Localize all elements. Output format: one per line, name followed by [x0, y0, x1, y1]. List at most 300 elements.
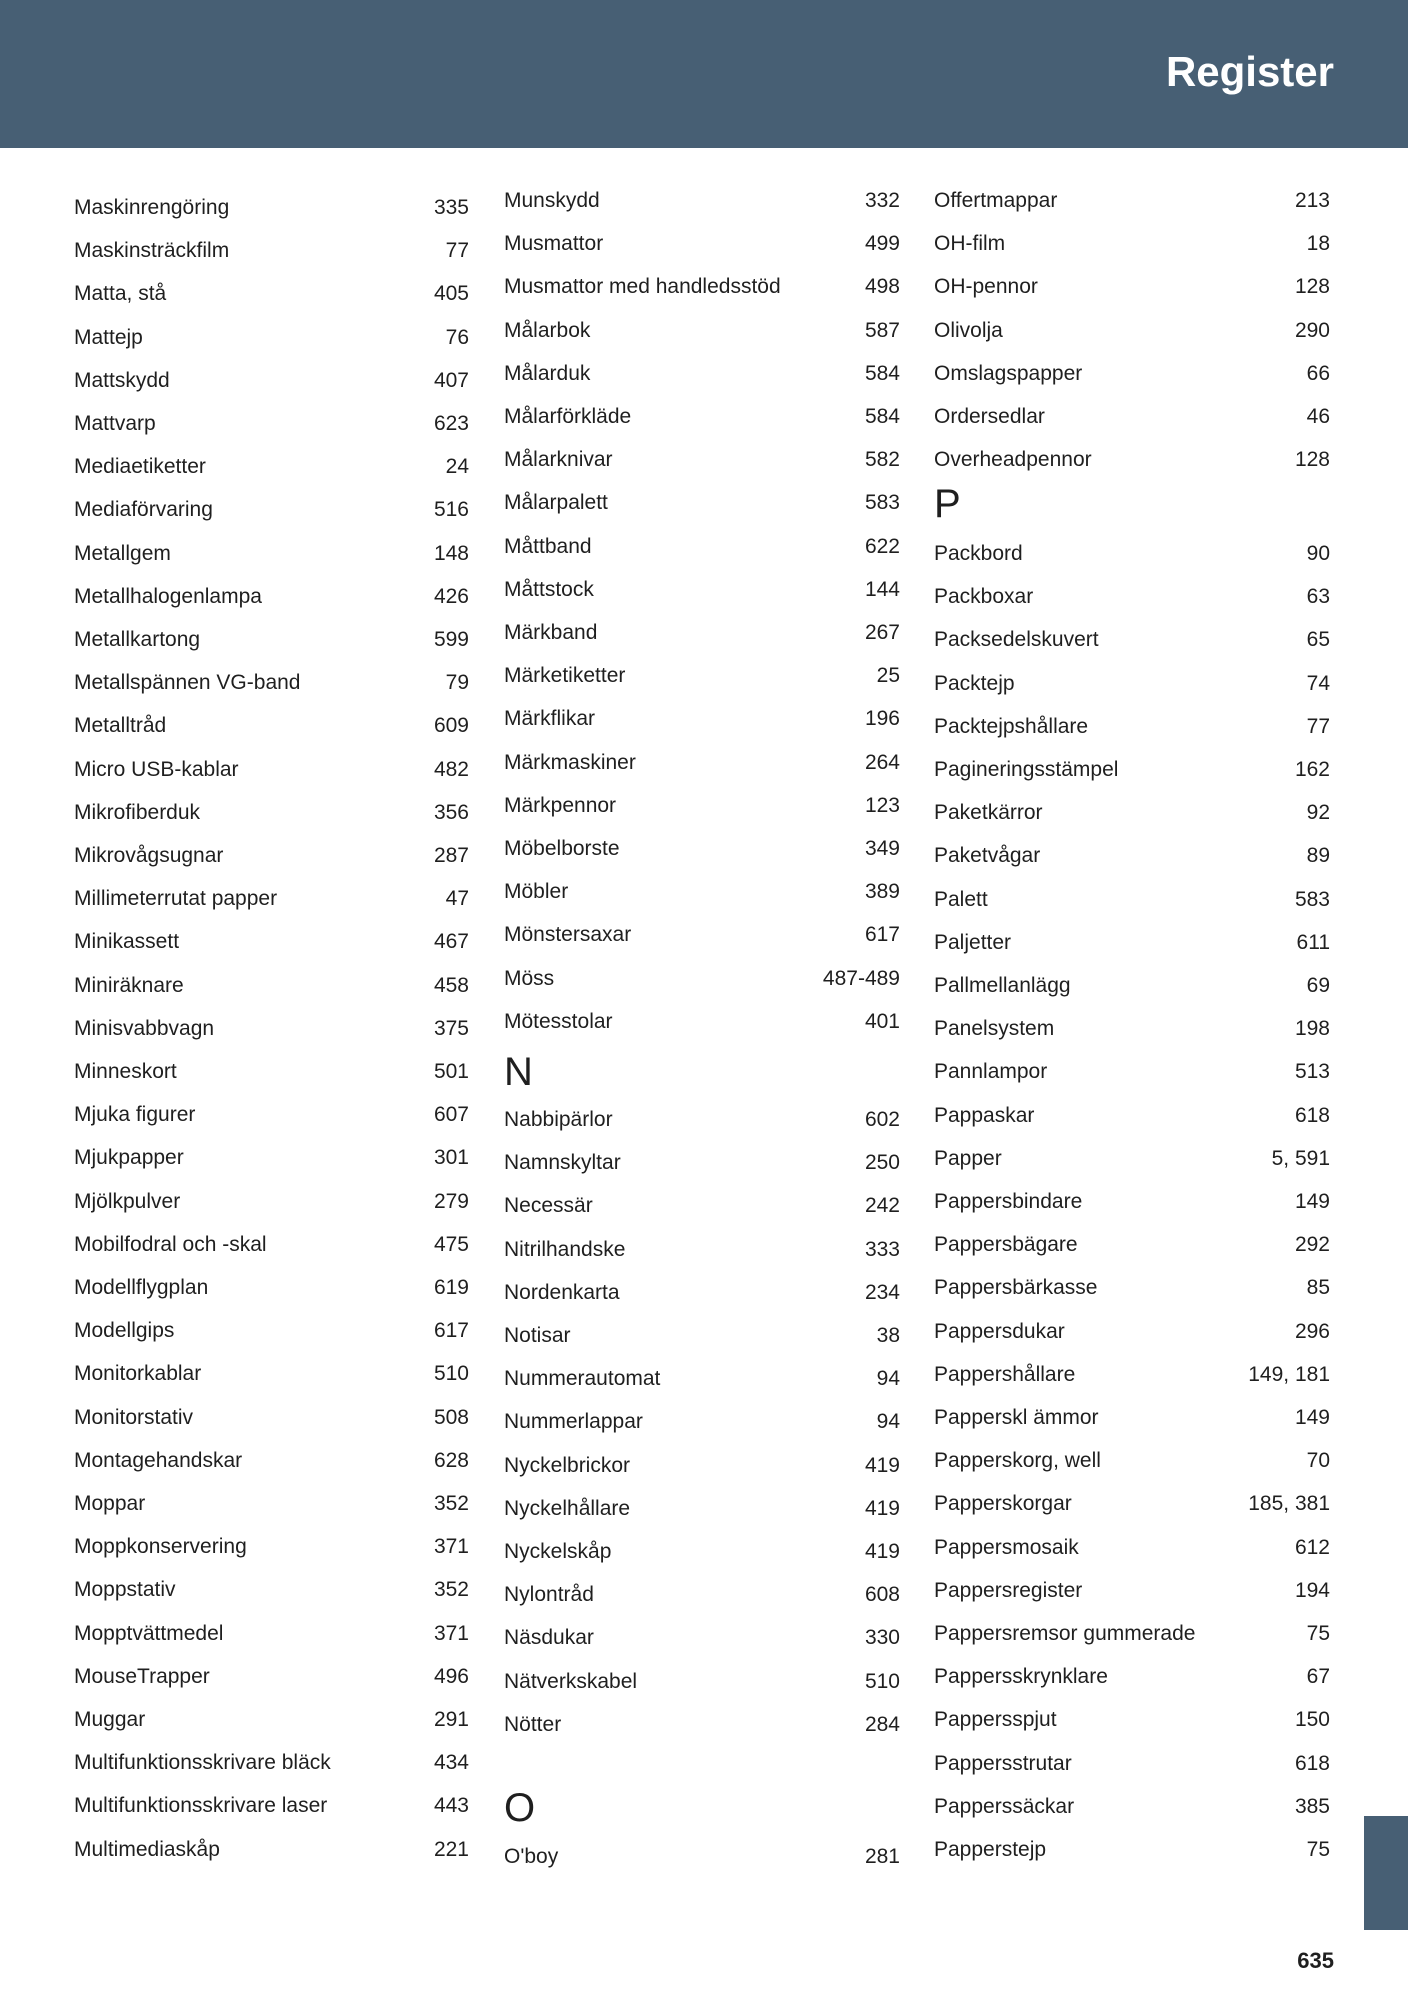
index-page-ref: 475 [433, 1232, 469, 1256]
index-entry [74, 1140, 469, 1176]
index-entry [934, 269, 1330, 305]
index-entry [934, 313, 1330, 349]
index-page-ref: 250 [864, 1151, 900, 1175]
index-entry [934, 1832, 1330, 1868]
index-entry [74, 1572, 469, 1608]
index-term: Nyckelbrickor [504, 1453, 631, 1477]
index-term: Mönstersaxar [504, 923, 632, 947]
index-entry [74, 622, 469, 658]
index-page-ref: 612 [1294, 1535, 1330, 1559]
index-page-ref: 123 [864, 793, 900, 817]
index-page-ref: 89 [1306, 844, 1330, 868]
index-entry [934, 1573, 1330, 1609]
index-entry [934, 1746, 1330, 1782]
index-entry [74, 1832, 469, 1868]
index-page-ref: 609 [433, 714, 469, 738]
index-entry [504, 269, 900, 305]
index-page-ref: 148 [433, 541, 469, 565]
index-entry [504, 831, 900, 867]
index-term: Palett [934, 887, 988, 911]
index-page-ref: 24 [445, 455, 469, 479]
index-term: Pappersregister [934, 1578, 1083, 1602]
index-entry [74, 665, 469, 701]
index-page-ref: 292 [1294, 1233, 1330, 1257]
index-term: Mjölkpulver [74, 1189, 181, 1213]
index-page-ref: 70 [1306, 1449, 1330, 1473]
index-page-ref: 628 [433, 1448, 469, 1472]
index-page-ref: 389 [864, 880, 900, 904]
page-title: Register [1165, 48, 1334, 95]
index-page-ref: 617 [433, 1319, 469, 1343]
index-entry [74, 1486, 469, 1522]
index-page-ref: 623 [433, 412, 469, 435]
index-entry [504, 226, 900, 262]
index-term: Mediaetiketter [74, 455, 206, 479]
index-page-ref: 482 [433, 757, 469, 781]
index-entry [504, 1188, 900, 1224]
index-entry [934, 1141, 1330, 1177]
index-entry [74, 1356, 469, 1392]
index-entry [504, 1664, 900, 1700]
index-term: Muggar [74, 1708, 146, 1731]
index-entry [934, 1011, 1330, 1047]
index-page-ref: 443 [433, 1794, 469, 1818]
index-term: Måttstock [504, 577, 594, 601]
index-entry [934, 1098, 1330, 1134]
index-page-ref: 487-489 [822, 966, 900, 990]
index-entry [74, 1616, 469, 1652]
index-page-ref: 352 [433, 1492, 469, 1515]
index-entry [934, 1616, 1330, 1652]
index-term: Märkpennor [504, 793, 617, 817]
index-page-ref: 196 [864, 707, 900, 731]
index-term: Moppar [74, 1492, 146, 1515]
index-term: Millimeterrutat papper [74, 887, 278, 911]
index-entry [934, 622, 1330, 658]
index-entry [504, 1448, 900, 1484]
page-header [0, 0, 1408, 148]
index-page-ref: 371 [433, 1621, 469, 1645]
page-number: 635 [1297, 1948, 1334, 1973]
index-entry [934, 226, 1330, 262]
index-page-ref: 499 [864, 232, 900, 256]
index-term: Packboxar [934, 585, 1034, 609]
index-page-ref: 144 [864, 577, 900, 601]
index-page-ref: 583 [864, 491, 900, 515]
index-page-ref: 5, 591 [1271, 1146, 1330, 1170]
index-entry [504, 874, 900, 910]
index-page-ref: 426 [433, 584, 469, 608]
index-term: Pappersbindare [934, 1190, 1083, 1213]
index-term: Metallspännen VG-band [74, 671, 301, 695]
index-term: Pappersskrynklare [934, 1665, 1108, 1689]
index-page-ref: 94 [876, 1367, 900, 1391]
index-term: Minikassett [74, 930, 180, 954]
index-entry [504, 917, 900, 953]
index-entry [934, 1054, 1330, 1090]
index-page-ref: 617 [864, 923, 900, 947]
index-term: OH-film [934, 232, 1006, 256]
index-page-ref: 330 [864, 1626, 900, 1650]
index-term: Nummerautomat [504, 1367, 661, 1391]
index-entry [504, 572, 900, 608]
index-page-ref: 419 [864, 1540, 900, 1563]
index-entry [934, 1443, 1330, 1479]
index-entry [504, 1491, 900, 1527]
index-entry [504, 1102, 900, 1138]
index-term: Maskinsträckfilm [74, 239, 230, 263]
index-term: Papperstejp [934, 1838, 1047, 1861]
index-entry [74, 320, 469, 356]
index-page-ref: 458 [433, 973, 469, 997]
index-entry [504, 1318, 900, 1354]
index-entry [934, 1659, 1330, 1695]
index-page-ref: 405 [433, 282, 469, 306]
index-entry [504, 1534, 900, 1570]
index-term: Panelsystem [934, 1017, 1055, 1041]
index-entry [934, 968, 1330, 1004]
index-term: Miniräknare [74, 973, 184, 997]
index-term: Pannlampor [934, 1060, 1048, 1084]
index-page-ref: 611 [1296, 930, 1330, 954]
index-page-ref: 619 [433, 1276, 469, 1299]
index-page-ref: 279 [433, 1189, 469, 1213]
index-entry [74, 363, 469, 399]
index-term: Nötter [504, 1712, 562, 1736]
index-term: Nitrilhandske [504, 1237, 626, 1261]
index-page-ref: 77 [1306, 714, 1330, 738]
index-entry [74, 276, 469, 312]
index-page-ref: 516 [433, 498, 469, 522]
index-page-ref: 90 [1306, 542, 1330, 565]
index-term: Pappersbägare [934, 1233, 1078, 1257]
index-term: Olivolja [934, 318, 1003, 342]
index-entry [934, 795, 1330, 831]
index-entry [934, 666, 1330, 702]
index-entry [74, 406, 469, 442]
index-term: Multifunktionsskrivare laser [74, 1794, 328, 1818]
index-page-ref: 242 [864, 1194, 900, 1218]
index-page-ref: 356 [433, 800, 469, 824]
index-entry [934, 183, 1330, 219]
index-page-ref: 264 [864, 750, 900, 774]
index-term: Packbord [934, 542, 1023, 565]
index-page-ref: 69 [1306, 974, 1330, 997]
index-entry [934, 536, 1330, 572]
index-entry [74, 1313, 469, 1349]
index-entry [934, 1530, 1330, 1566]
index-entry [504, 313, 900, 349]
index-page-ref: 335 [433, 196, 469, 219]
index-page-ref: 85 [1306, 1276, 1330, 1300]
index-page-ref: 221 [433, 1837, 469, 1861]
index-term: Notisar [504, 1324, 571, 1347]
index-term: Packtejp [934, 671, 1015, 695]
index-page-ref: 162 [1294, 758, 1330, 781]
index-term: Omslagspapper [934, 361, 1083, 385]
index-page-ref: 287 [433, 844, 469, 867]
index-entry [74, 1702, 469, 1738]
index-page-ref: 63 [1306, 585, 1330, 609]
index-entry [934, 1702, 1330, 1738]
index-page-ref: 584 [864, 405, 900, 428]
index-term: Målarduk [504, 361, 591, 385]
index-term: Mattskydd [74, 368, 170, 392]
index-term: Pappaskar [934, 1103, 1035, 1127]
index-entry [74, 1227, 469, 1263]
index-term: Moppstativ [74, 1578, 176, 1602]
index-page-ref: 76 [445, 325, 469, 349]
index-page-ref: 301 [433, 1146, 469, 1170]
index-entry [74, 1054, 469, 1090]
index-page-ref: 296 [1294, 1319, 1330, 1343]
index-term: Papper [934, 1146, 1002, 1170]
index-term: Papperssäckar [934, 1794, 1075, 1818]
index-term: Märkmaskiner [504, 750, 636, 774]
index-term: Papperskorg, well [934, 1449, 1101, 1473]
index-term: Matta, stå [74, 282, 167, 306]
index-entry [934, 1357, 1330, 1393]
index-page-ref: 401 [864, 1009, 900, 1033]
index-page-ref: 25 [876, 664, 900, 688]
index-page-ref: 75 [1306, 1838, 1330, 1861]
index-page-ref: 149 [1294, 1406, 1330, 1429]
index-page-ref: 510 [864, 1669, 900, 1693]
index-page-ref: 47 [445, 887, 469, 911]
index-term: O'boy [504, 1845, 559, 1868]
index-term: Nyckelskåp [504, 1540, 612, 1563]
index-entry [504, 788, 900, 824]
index-page-ref: 419 [864, 1496, 900, 1520]
index-entry [74, 968, 469, 1004]
index-term: Pappersdukar [934, 1319, 1065, 1343]
index-page-ref: 352 [433, 1578, 469, 1602]
index-page-ref: 194 [1294, 1578, 1330, 1602]
index-term: Mobilfodral och -skal [74, 1232, 267, 1256]
index-term: Necessär [504, 1194, 593, 1218]
index-term: Musmattor med handledsstöd [504, 275, 781, 299]
index-term: Nordenkarta [504, 1280, 620, 1304]
index-entry [504, 529, 900, 565]
index-entry [504, 1145, 900, 1181]
index-entry [74, 190, 469, 226]
index-page-ref: 149 [1294, 1190, 1330, 1213]
index-page-ref: 618 [1294, 1103, 1330, 1127]
index-page-ref: 501 [433, 1060, 469, 1083]
index-term: Monitorkablar [74, 1362, 202, 1386]
index-entry [934, 1184, 1330, 1220]
index-page-ref: 234 [864, 1280, 900, 1304]
section-letter: N [504, 1050, 533, 1094]
index-entry [74, 579, 469, 615]
index-page-ref: 128 [1294, 275, 1330, 299]
index-page-ref: 290 [1294, 318, 1330, 342]
index-entry [74, 449, 469, 485]
index-term: Papperskl ämmor [934, 1406, 1099, 1429]
index-term: Metalltråd [74, 714, 167, 738]
index-term: Målarbok [504, 318, 591, 342]
index-entry [504, 615, 900, 651]
index-entry [504, 961, 900, 997]
index-entry [74, 1745, 469, 1781]
index-term: Pappersremsor gummerade [934, 1622, 1196, 1645]
index-page-ref: 385 [1294, 1794, 1330, 1818]
index-page-ref: 79 [445, 671, 469, 695]
index-page-ref: 284 [864, 1712, 900, 1736]
index-page-ref: 67 [1306, 1665, 1330, 1689]
index-entry [934, 925, 1330, 961]
index-term: Mikrofiberduk [74, 800, 201, 824]
index-term: Multimediaskåp [74, 1837, 220, 1861]
index-page-ref: 128 [1294, 448, 1330, 472]
index-page-ref: 77 [445, 239, 469, 263]
index-entry [504, 442, 900, 478]
index-page-ref: 291 [433, 1708, 469, 1731]
index-term: Offertmappar [934, 189, 1058, 212]
index-term: Papperskorgar [934, 1492, 1072, 1516]
index-page-ref: 46 [1306, 405, 1330, 428]
index-entry [504, 399, 900, 435]
index-page-ref: 407 [433, 368, 469, 392]
index-page-ref: 92 [1306, 801, 1330, 825]
section-letter: P [934, 482, 961, 526]
index-term: Metallgem [74, 541, 171, 565]
index-page-ref: 582 [864, 448, 900, 472]
index-page-ref: 332 [864, 189, 900, 212]
index-term: MouseTrapper [74, 1664, 210, 1688]
index-term: OH-pennor [934, 275, 1038, 299]
index-term: Nätverkskabel [504, 1669, 638, 1693]
index-entry [504, 356, 900, 392]
index-term: Nyckelhållare [504, 1496, 631, 1520]
index-page-ref: 65 [1306, 628, 1330, 652]
index-term: Mattvarp [74, 412, 156, 435]
index-entry [504, 1620, 900, 1656]
index-term: Märkband [504, 621, 598, 644]
index-page-ref: 267 [864, 621, 900, 644]
index-entry [934, 1486, 1330, 1522]
index-entry [934, 1314, 1330, 1350]
section-tab [1364, 1816, 1408, 1930]
index-entry [74, 1400, 469, 1436]
index-term: Nabbipärlor [504, 1108, 613, 1131]
index-term: Målarförkläde [504, 405, 632, 428]
index-term: Metallkartong [74, 628, 201, 651]
index-entry [934, 1400, 1330, 1436]
index-entry [504, 183, 900, 219]
index-entry [74, 752, 469, 788]
index-term: Minisvabbvagn [74, 1016, 215, 1040]
index-term: Pappershållare [934, 1362, 1076, 1386]
index-term: Märkflikar [504, 707, 596, 731]
index-page-ref: 349 [864, 837, 900, 860]
index-term: Pappersstrutar [934, 1751, 1072, 1775]
index-term: Paketkärror [934, 801, 1043, 825]
index-term: Multifunktionsskrivare bläck [74, 1751, 331, 1775]
index-page-ref: 498 [864, 275, 900, 299]
index-page-ref: 513 [1294, 1060, 1330, 1084]
index-term: Namnskyltar [504, 1151, 621, 1175]
index-term: Modellflygplan [74, 1276, 209, 1299]
index-term: Mattejp [74, 325, 143, 349]
index-term: Möss [504, 966, 555, 990]
index-page-ref: 66 [1306, 361, 1330, 385]
index-entry [934, 1789, 1330, 1825]
index-term: Musmattor [504, 232, 604, 256]
index-page-ref: 618 [1294, 1751, 1330, 1775]
index-entry [504, 1404, 900, 1440]
index-term: Pagineringsstämpel [934, 758, 1119, 781]
index-entry [74, 1011, 469, 1047]
index-page-ref: 434 [433, 1751, 469, 1775]
index-entry [74, 1097, 469, 1133]
index-page-ref: 38 [876, 1324, 900, 1347]
index-entry [504, 485, 900, 521]
index-page-ref: 607 [433, 1103, 469, 1127]
index-term: Overheadpennor [934, 448, 1092, 472]
index-entry [934, 579, 1330, 615]
index-entry [504, 1232, 900, 1268]
index-term: Moppkonservering [74, 1535, 247, 1559]
index-term: Pappersmosaik [934, 1535, 1079, 1559]
index-entry [74, 1270, 469, 1306]
index-term: Målarpalett [504, 491, 608, 515]
index-entry [934, 752, 1330, 788]
index-entry [504, 1275, 900, 1311]
index-page-ref: 333 [864, 1237, 900, 1261]
index-entry [934, 442, 1330, 478]
index-term: Paljetter [934, 930, 1012, 954]
index-entry [934, 838, 1330, 874]
index-page-ref: 371 [433, 1535, 469, 1559]
index-page-ref: 149, 181 [1248, 1362, 1330, 1386]
index-entry [504, 701, 900, 737]
index-entry [504, 1577, 900, 1613]
index-page-ref: 74 [1306, 671, 1330, 695]
index-entry [934, 709, 1330, 745]
index-entry [74, 1788, 469, 1824]
section-letter: O [504, 1786, 536, 1830]
index-term: Mjuka figurer [74, 1103, 196, 1127]
index-page-ref: 94 [876, 1410, 900, 1434]
index-entry [74, 924, 469, 960]
index-entry [74, 795, 469, 831]
index-page-ref: 510 [433, 1362, 469, 1386]
index-term: Montagehandskar [74, 1448, 243, 1472]
index-term: Mötesstolar [504, 1009, 613, 1033]
index-term: Minneskort [74, 1060, 177, 1083]
index-entry [74, 881, 469, 917]
index-page-ref: 608 [864, 1583, 900, 1607]
index-entry [504, 1361, 900, 1397]
index-entry [74, 1659, 469, 1695]
index-term: Måttband [504, 534, 592, 558]
index-term: Monitorstativ [74, 1405, 194, 1429]
index-page-ref: 18 [1306, 232, 1330, 256]
index-term: Micro USB-kablar [74, 757, 239, 781]
index-term: Ordersedlar [934, 405, 1045, 428]
index-entry [504, 1839, 900, 1875]
index-term: Märketiketter [504, 664, 626, 688]
index-page-ref: 508 [433, 1405, 469, 1429]
index-page-ref: 602 [864, 1108, 900, 1131]
index-entry [934, 1227, 1330, 1263]
index-term: Näsdukar [504, 1626, 594, 1650]
index-term: Packsedelskuvert [934, 628, 1099, 652]
index-entry [504, 1707, 900, 1743]
index-entry [504, 658, 900, 694]
index-term: Möbler [504, 880, 569, 904]
